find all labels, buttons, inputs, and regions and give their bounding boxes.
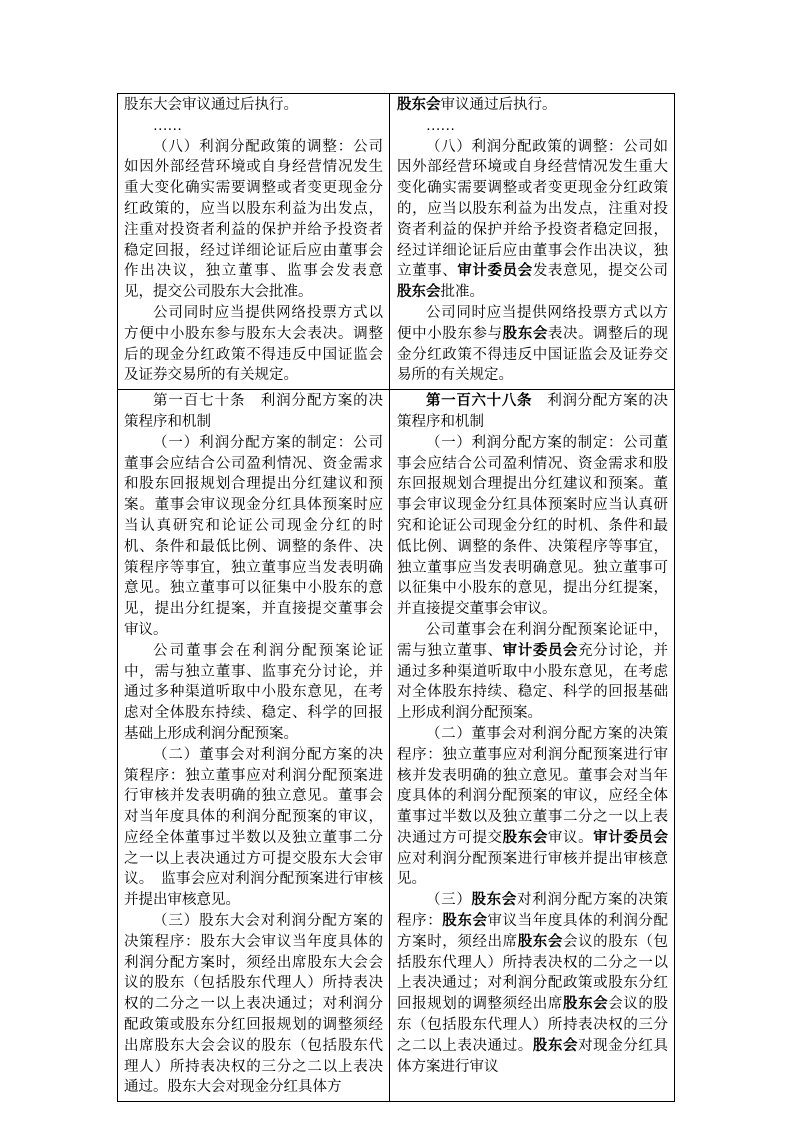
body-text: 发表意见，提交公司 — [532, 263, 669, 280]
paragraph — [124, 137, 383, 303]
revised-text-cell — [390, 390, 674, 1101]
paragraph — [397, 890, 668, 1077]
body-text: 批准。 — [440, 284, 485, 301]
body-text: （八）利润分配政策的调整：公司如因外部经营环境或自身经营情况发生重大变化确实需要调整或者变更现金分红政策的，应当以股东利益为出发点，注重对投资者利益的保护并给予投资者稳定回报，经过详细论证后应由董事会作出决议，独立董事、 — [397, 138, 668, 280]
original-text-cell — [118, 94, 390, 389]
revised-term-text: 股东会 — [502, 325, 548, 342]
body-text: （二）董事会对利润分配方案的决策程序：独立董事应对利润分配预案进行审核并发表明确的独立意见。董事会对当年度具体的利润分配预案的审议，应经全体董事过半数以及独立董事二分之一以上表决通过方可提交股东大会审议。 监事会应对利润分配预案进行审核并提出审核意见。 — [124, 746, 384, 909]
body-text: 对利润分配方案的决策程序： — [397, 892, 669, 930]
body-text: 会议的股东（包括股东代理人）所持表决权的二分之一以上表决通过；对利润分配政策或股东分红回报规划的调整须经出席 — [397, 933, 669, 1013]
revised-term-text: 股东会 — [471, 892, 518, 909]
revised-term-text: 审计委员会 — [593, 829, 669, 846]
revised-text-cell — [390, 94, 674, 389]
body-text: 股东大会审议通过后执行。 — [124, 97, 298, 113]
paragraph — [124, 433, 383, 641]
body-text: 应对利润分配预案进行审核并提出审核意见。 — [397, 850, 668, 888]
body-text: 公司同时应当提供网络投票方式以方便中小股东参与股东大会表决。调整后的现金分红政策不得违反中国证监会及证券交易所的有关规定。 — [124, 304, 384, 384]
body-text: 审议通过后执行。 — [440, 97, 557, 113]
body-text: 对现金分红具体方案进行审议 — [397, 1037, 669, 1075]
body-text: 充分讨论，并通过多种渠道听取中小股东意见，在考虑对全体股东持续、稳定、科学的回报基础上形成利润分配预案。 — [397, 642, 669, 722]
paragraph — [124, 745, 383, 911]
body-text: 审议。 — [547, 829, 594, 846]
revised-term-text: 股东会 — [397, 284, 441, 301]
paragraph — [397, 116, 668, 137]
body-text: （八）利润分配政策的调整：公司如因外部经营环境或自身经营情况发生重大变化确实需要调整或者变更现金分红政策的，应当以股东利益为出发点，注重对投资者利益的保护并给予投资者稳定回报，经过详细论证后应由董事会作出决议，独立董事、监事会发表意见，提交公司股东大会批准。 — [124, 138, 384, 301]
paragraph — [124, 641, 383, 745]
body-text: …… — [426, 117, 456, 134]
revised-term-text: 审计委员会 — [457, 263, 533, 280]
body-text: 利润分配方案的决策程序和机制 — [397, 393, 669, 430]
body-text: 公司董事会在利润分配预案论证中，需与独立董事、监事充分讨论，并通过多种渠道听取中小股东意见，在考虑对全体股东持续、稳定、科学的回报基础上形成利润分配预案。 — [124, 642, 384, 742]
revised-term-text: 股东会 — [517, 933, 563, 950]
original-text-cell — [118, 390, 390, 1101]
body-text: 表决。调整后的现金分红政策不得违反中国证监会及证券交易所的有关规定。 — [397, 325, 669, 384]
body-text: （一）利润分配方案的制定：公司董事会应结合公司盈利情况、资金需求和股东回报规划合理提出分红建议和预案。董事会审议现金分红具体预案时应当认真研究和论证公司现金分红的时机、条件和最低比例、调整的条件、决策程序等事宜，独立董事应当发表明确意见。独立董事可以征集中小股东的意见，提出分红提案，并直接提交董事会审议。 — [124, 434, 384, 638]
paragraph — [124, 391, 383, 433]
paragraph — [397, 391, 668, 433]
revised-term-text: 股东会 — [532, 1037, 579, 1054]
paragraph — [124, 911, 383, 1098]
revised-term-text: 股东会 — [502, 829, 548, 846]
paragraph — [124, 303, 383, 386]
table-row — [118, 94, 674, 389]
table-row — [118, 389, 674, 1101]
body-text: …… — [153, 117, 182, 134]
paragraph — [397, 433, 668, 620]
paragraph — [397, 303, 668, 386]
body-text: 公司董事会在利润分配预案论证中，需与独立董事、 — [397, 621, 668, 659]
paragraph — [397, 724, 668, 890]
body-text: （二）董事会对利润分配方案的决策程序：独立董事应对利润分配预案进行审核并发表明确的独立意见。董事会对当年度具体的利润分配预案的审议，应经全体董事过半数以及独立董事二分之一以上表决通过方可提交 — [397, 725, 668, 846]
paragraph — [397, 620, 668, 724]
revised-term-text: 股东会 — [397, 97, 441, 113]
paragraph — [397, 95, 668, 116]
revised-term-text: 审计委员会 — [502, 642, 579, 659]
body-text: 审议当年度具体的利润分配方案时，须经出席 — [397, 913, 669, 950]
body-text: 公司同时应当提供网络投票方式以方便中小股东参与 — [397, 304, 668, 342]
comparison-table — [117, 93, 675, 1102]
revised-term-text: 股东会 — [562, 996, 609, 1013]
body-text: 第一百七十条 利润分配方案的决策程序和机制 — [124, 393, 384, 430]
body-text: （一）利润分配方案的制定：公司董事会应结合公司盈利情况、资金需求和股东回报规划合理提出分红建议和预案。董事会审议现金分红具体预案时应当认真研究和论证公司现金分红的时机、条件和最低比例、调整的条件、决策程序等事宜，独立董事应当发表明确意见。独立董事可以征集中小股东的意见，提出分红提案，并直接提交董事会审议。 — [397, 434, 668, 618]
revised-term-text: 第一百六十八条 — [426, 393, 533, 410]
body-text: （三）股东大会对利润分配方案的决策程序：股东大会审议当年度具体的利润分配方案时，须经出席股东大会会议的股东（包括股东代理人）所持表决权的二分之一以上表决通过；对利润分配政策或股东分红回报规划的调整须经出席股东大会会议的股东（包括股东代理人）所持表决权的三分之二以上表决通过。股东大会对现金分红具体方 — [124, 913, 384, 1096]
paragraph — [124, 116, 383, 137]
body-text: （三） — [426, 892, 472, 909]
body-text: 会议的股东（包括股东代理人）所持表决权的三分之二以上表决通过。 — [397, 996, 669, 1054]
revised-term-text: 股东会 — [442, 913, 488, 930]
paragraph — [124, 95, 383, 116]
paragraph — [397, 137, 668, 303]
